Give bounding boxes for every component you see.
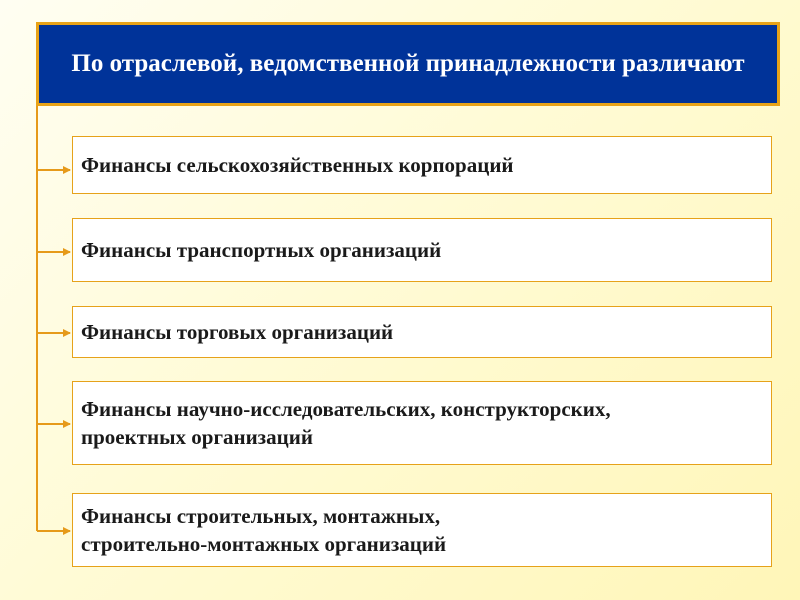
category-label: Финансы строительных, монтажных, строительно-монтажных организаций — [81, 504, 447, 556]
category-box-construction — [72, 493, 772, 567]
category-box-agricultural — [72, 136, 772, 194]
category-box-transport — [72, 218, 772, 282]
category-label: Финансы торговых организаций — [81, 320, 394, 344]
header-title-box — [36, 22, 780, 106]
header-title: По отраслевой, ведомственной принадлежности различают — [71, 50, 745, 77]
category-box-trade — [72, 306, 772, 358]
category-label: Финансы сельскохозяйственных корпораций — [81, 153, 514, 177]
category-label: Финансы научно-исследовательских, конструкторских, проектных организаций — [81, 397, 611, 449]
category-box-research — [72, 381, 772, 465]
category-label: Финансы транспортных организаций — [81, 238, 442, 262]
